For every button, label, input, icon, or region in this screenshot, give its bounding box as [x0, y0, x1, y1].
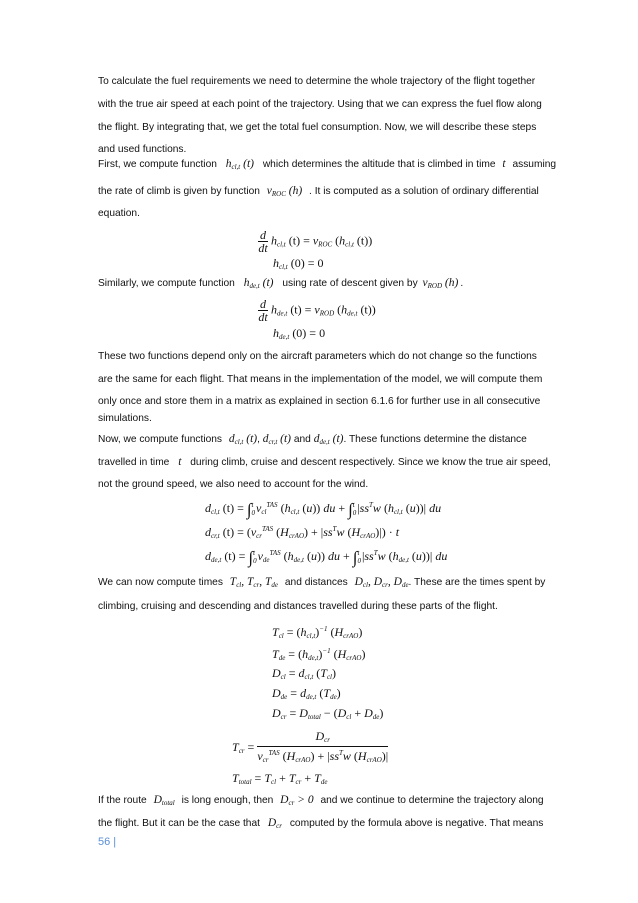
- equation-time-descent: $T_{de} = (h_{de,t})^{-1}$ $(H_{crAO})$: [272, 647, 366, 662]
- body-text-line: only once and store them in a matrix as explained in section 6.1.6 for further use in all consecutive: [98, 396, 541, 407]
- body-text-line: travelled in time t during climb, cruise and descent respectively. Since we know the true air speed,: [98, 456, 551, 468]
- body-text-line: simulations.: [98, 413, 152, 424]
- equation-time-climb: $T_{cl} = (h_{cl,t})^{-1}$ $(H_{crAO})$: [272, 625, 363, 640]
- body-text-line: To calculate the fuel requirements we need to determine the whole trajectory of the flight together: [98, 76, 536, 87]
- equation-time-total: $T_{total} = T_{cl} + T_{cr} + T_{de}$: [232, 771, 328, 786]
- body-text-line: and used functions.: [98, 144, 187, 155]
- body-text-line: climbing, cruising and descending and distances travelled during these parts of the flight.: [98, 601, 498, 612]
- equation-distance-climb-total: $D_{cl} = d_{cl,t}$ $(T_{cl})$: [272, 666, 337, 681]
- body-text-line: the flight. By integrating that, we get the total fuel consumption. Now, we will describe these steps: [98, 122, 537, 133]
- body-text-line: Now, we compute functions $d_{cl,t}$ (t), $d_{cr,t}$ (t) and $d_{de,t}$ (t). These functions determine the distance: [98, 433, 527, 446]
- equation-distance-cruise-total: $D_{cr} = D_{total} - (D_{cl} + D_{de})$: [272, 706, 384, 721]
- body-text-line: equation.: [98, 208, 140, 219]
- equation-descent-initial: $h_{de,t}$ (0) = 0: [273, 326, 326, 341]
- equation-climb-initial: $h_{cl,t}$ (0) = 0: [273, 256, 324, 271]
- equation-time-cruise: $T_{cr}$ = $\frac{D_{cr}}{v_{cr}^{TAS} (H_{crAO}) + |ss^Tw (H_{crAO})|}$: [232, 729, 389, 764]
- equation-descent-ode: $\frac{d}{dt}$ $h_{de,t}$ $(t) = v_{ROD}$ ($h_{de,t}$ (t)): [258, 297, 376, 324]
- equation-distance-descent-total: $D_{de} = d_{de,t}$ $(T_{de})$: [272, 686, 341, 701]
- body-text-line: with the true air speed at each point of the trajectory. Using that we can express the fuel flow along: [98, 99, 542, 110]
- equation-distance-descent: $d_{de,t}$ (t) = ∫ t 0 $v_{de}^{TAS}$ ($h_{de,t}$ (u)) du + ∫ t 0 $|ss^Tw$ ($h_{de,t}$ (u))| du: [205, 548, 448, 567]
- body-text-line: the rate of climb is given by function $v_{ROC}$ (h) . It is computed as a solution of ordinary differential: [98, 185, 539, 198]
- body-text-line: If the route $D_{total}$ is long enough, then $D_{cr} > 0$ and we continue to determine the trajectory along: [98, 794, 544, 807]
- body-text-line: These two functions depend only on the aircraft parameters which do not change so the functions: [98, 351, 537, 362]
- body-text-line: not the ground speed, we also need to account for the wind.: [98, 479, 369, 490]
- body-text-line: Similarly, we compute function $h_{de,t}$ (t) using rate of descent given by $v_{ROD}$ (h) .: [98, 277, 464, 290]
- body-text-line: We can now compute times $T_{cl}$, $T_{cr}$, $T_{de}$ and distances $D_{cl}$, $D_{cr}$, $D_{de}$. These are the times spent by: [98, 576, 546, 589]
- body-text-line: the flight. But it can be the case that $D_{cr}$ computed by the formula above is negative. That means: [98, 817, 544, 830]
- body-text-line: First, we compute function $h_{cl,t}$ (t) which determines the altitude that is climbed in time t assuming: [98, 158, 557, 171]
- equation-climb-ode: $\frac{d}{dt}$ $h_{cl,t}$ $(t) = v_{ROC}$ ($h_{cl,t}$ (t)): [258, 228, 373, 255]
- page-number: 56 |: [98, 836, 117, 848]
- equation-distance-cruise: $d_{cr,t}$ $(t) = (v_{cr}^{TAS}$ $(H_{crAO}) + |ss^Tw$ $(H_{crAO})|) \cdot t$: [205, 525, 400, 540]
- equation-distance-climb: $d_{cl,t}$ (t) = ∫ t 0 $v_{cl}^{TAS}$ ($h_{cl,t}$ (u)) du + ∫ t 0 $|ss^Tw$ ($h_{cl,t}$ (u))| du: [205, 500, 442, 519]
- body-text-line: are the same for each flight. That means in the implementation of the model, we will compute them: [98, 374, 543, 385]
